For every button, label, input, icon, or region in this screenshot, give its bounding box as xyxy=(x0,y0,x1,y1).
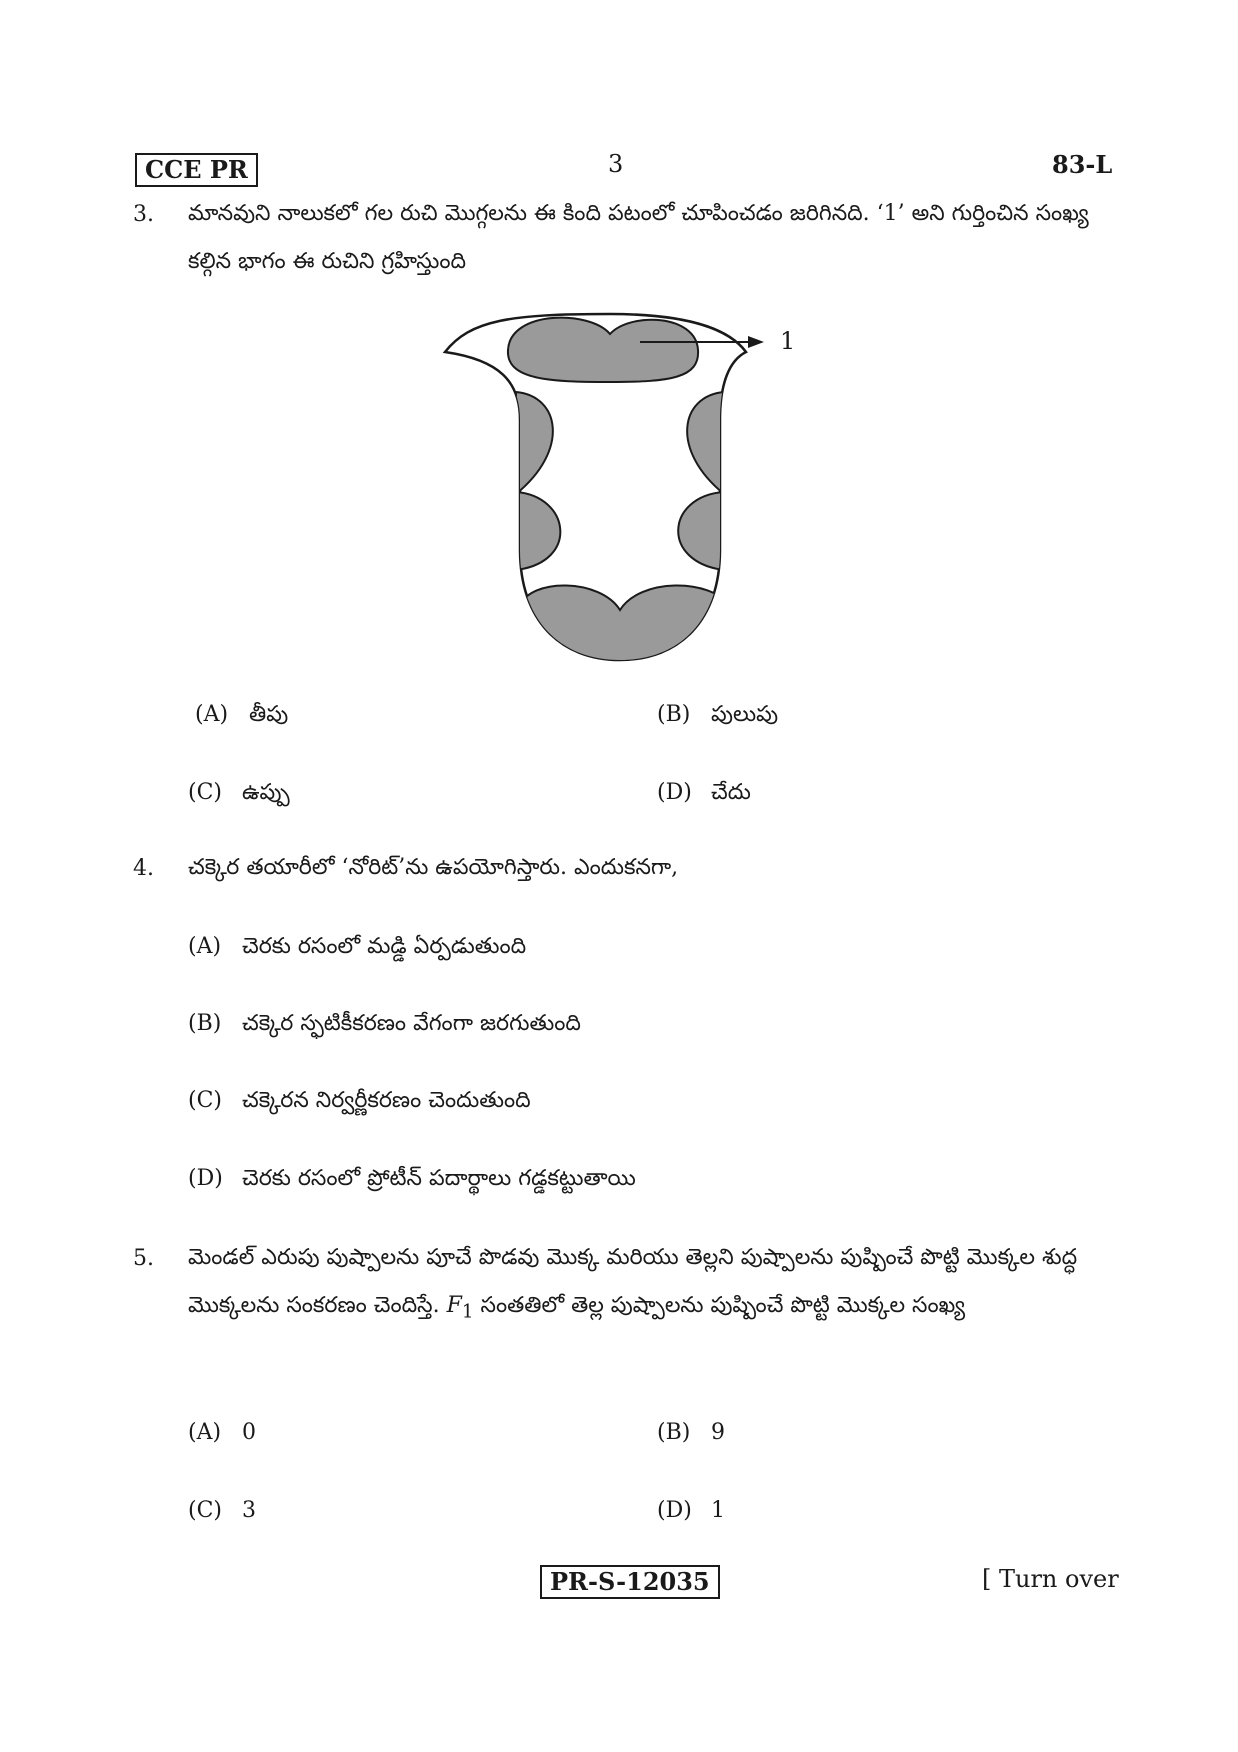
option-text: చేదు xyxy=(711,780,751,805)
option-text: చెరకు రసంలో ప్రోటీన్ పదార్థాలు గడ్డకట్టుతాయి xyxy=(242,1166,636,1191)
option-text: 3 xyxy=(242,1498,256,1523)
footer-code-box: PR-S-12035 xyxy=(540,1565,720,1599)
pointer-arrowhead xyxy=(748,336,764,348)
option-text: 0 xyxy=(242,1420,256,1445)
option-b xyxy=(657,1420,725,1445)
question-number: 3. xyxy=(133,202,154,227)
f1-symbol: F xyxy=(446,1293,462,1318)
option-a xyxy=(195,702,288,732)
option-text: చెరకు రసంలో మడ్డి ఏర్పడుతుంది xyxy=(242,934,527,959)
option-text: 9 xyxy=(711,1420,725,1445)
option-label: (C) xyxy=(188,1088,222,1113)
option-d xyxy=(657,780,751,810)
option-b xyxy=(188,1011,581,1041)
option-label: (B) xyxy=(188,1011,222,1036)
question-number: 4. xyxy=(133,856,154,881)
option-label: (C) xyxy=(188,1498,222,1523)
turn-over-label: [ Turn over xyxy=(982,1565,1119,1593)
option-label: (D) xyxy=(188,1166,223,1191)
question-number: 5. xyxy=(133,1246,154,1271)
option-label: (A) xyxy=(195,702,229,727)
taste-region-1 xyxy=(508,318,698,382)
option-c xyxy=(188,780,290,810)
option-text: చక్కెర స్ఫటికీకరణం వేగంగా జరగుతుంది xyxy=(242,1011,581,1036)
option-d xyxy=(657,1498,725,1523)
option-d xyxy=(188,1166,636,1196)
f1-generation xyxy=(446,1293,474,1323)
option-label: (A) xyxy=(188,934,222,959)
option-a xyxy=(188,934,526,964)
question-text-after: సంతతిలో తెల్ల పుష్పాలను పుష్పించే పొట్టి మొక్కల సంఖ్య xyxy=(480,1293,966,1318)
question-text xyxy=(188,1234,1108,1336)
option-text: 1 xyxy=(711,1498,725,1523)
option-label: (A) xyxy=(188,1420,222,1445)
option-c xyxy=(188,1088,531,1118)
f1-subscript: 1 xyxy=(461,1301,474,1323)
option-a xyxy=(188,1420,256,1445)
paper-code-box: CCE PR xyxy=(135,153,258,187)
question-text-before: మెండల్ ఎరుపు పుష్పాలను పూచే పొడవు మొక్క మరియు తెల్లని పుష్పాలను పుష్పించే పొట్టి మొక్కల శుద్ధ మొక్కలను సంకరణం చెందిస్తే. xyxy=(188,1245,1078,1318)
pointer-label: 1 xyxy=(780,327,796,355)
option-b xyxy=(657,702,778,732)
option-label: (C) xyxy=(188,780,222,805)
question-text: చక్కెర తయారీలో ‘నోరిట్’ను ఉపయోగిస్తారు. ఎందుకనగా, xyxy=(188,855,679,880)
option-text: పులుపు xyxy=(711,702,779,727)
option-label: (D) xyxy=(657,1498,692,1523)
option-c xyxy=(188,1498,256,1523)
option-text: చక్కెరన నిర్వర్ణీకరణం చెందుతుంది xyxy=(242,1088,531,1113)
option-label: (D) xyxy=(657,780,692,805)
option-text: ఉప్పు xyxy=(242,780,290,805)
option-text: తీపు xyxy=(249,702,289,727)
option-label: (B) xyxy=(657,702,691,727)
subject-code: 83-L xyxy=(1052,150,1113,179)
question-text: మానవుని నాలుకలో గల రుచి మొగ్గలను ఈ కింది పటంలో చూపించడం జరిగినది. ‘1’ అని గుర్తించిన సంఖ్య కల్గిన భాగం ఈ రుచిని గ్రహిస్తుంది xyxy=(188,201,1089,274)
page-number: 3 xyxy=(608,150,624,178)
option-label: (B) xyxy=(657,1420,691,1445)
tongue-diagram xyxy=(430,300,830,680)
